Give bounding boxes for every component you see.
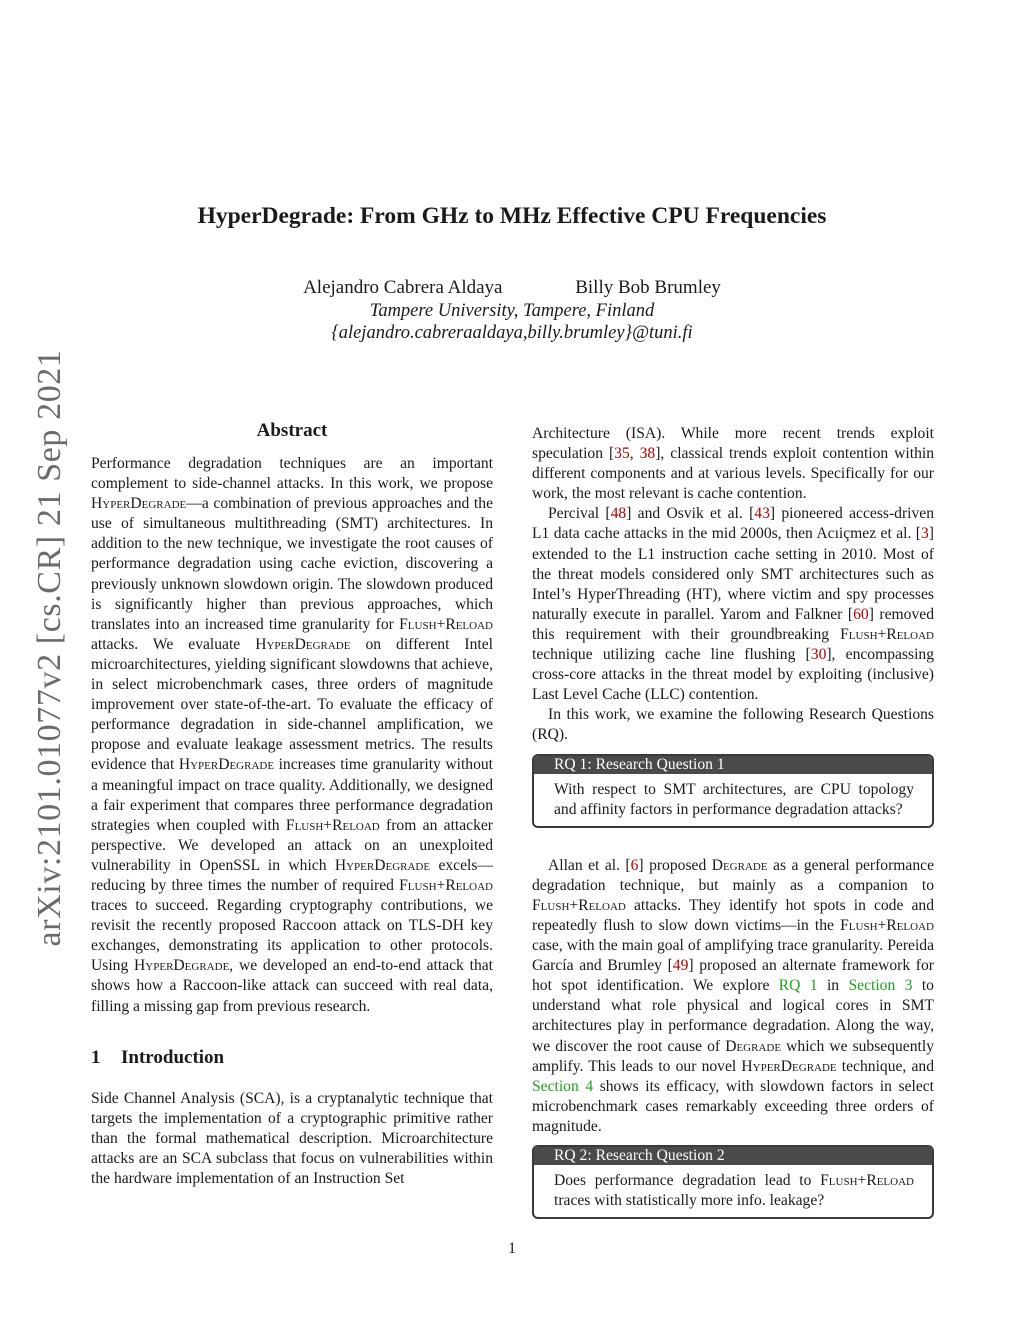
section-title: Introduction bbox=[121, 1046, 225, 1068]
text-segment: Does performance degradation lead to bbox=[554, 1172, 821, 1189]
text-segment: as a general performance degradation technique, but mainly as a companion to bbox=[532, 856, 934, 894]
paper-title: HyperDegrade: From GHz to MHz Effective CPU Frequencies bbox=[197, 203, 827, 229]
body-paragraph: In this work, we examine the following Research Questions (RQ). bbox=[532, 706, 934, 744]
text-segment: ] removed this requirement with their groundbreaking bbox=[532, 605, 934, 643]
author-name: Alejandro Cabrera Aldaya bbox=[303, 277, 503, 298]
technique-name: Degrade bbox=[711, 856, 768, 874]
technique-name: HyperDegrade bbox=[91, 495, 187, 513]
citation-link[interactable]: 60 bbox=[853, 605, 869, 623]
text-segment: attacks. They identify hot spots in code and repeatedly flush to slow down victims—in the bbox=[532, 896, 934, 934]
section-heading-introduction bbox=[91, 1047, 493, 1069]
author-name: Billy Bob Brumley bbox=[575, 277, 721, 298]
body-paragraph bbox=[532, 424, 934, 504]
abstract-heading: Abstract bbox=[256, 420, 328, 441]
body-paragraph bbox=[532, 856, 934, 1137]
text-segment: ] pioneered access-driven L1 data cache attacks in the mid 2000s, then Acıiçmez et al. [ bbox=[532, 505, 934, 543]
citation-link[interactable]: 49 bbox=[672, 957, 689, 975]
research-question-box bbox=[532, 1145, 934, 1219]
abstract-text-segment: —a combination of previous approaches and the use of simultaneous multithreading (SMT) architectures. In addition to the new technique, we investigate the root causes of performance degradation using cache eviction, discovering a previously unknown slowdown origin. The slowdown produced is significantly higher than previous approaches, which translates into an increased time granularity for bbox=[91, 495, 493, 633]
rq-body: With respect to SMT architectures, are CPU topology and affinity factors in performance degradation attacks? bbox=[554, 780, 914, 818]
arxiv-identifier: arXiv:2101.01077v2 [cs.CR] 21 Sep 2021 bbox=[31, 349, 68, 947]
abstract-text-segment: Performance degradation techniques are an important complement to side-channel attacks. In this work, we propose bbox=[91, 455, 493, 493]
text-segment: case, with the main goal of amplifying trace granularity. Pereida García and Brumley [ bbox=[532, 937, 934, 975]
abstract-text-segment: traces to succeed. Regarding cryptography contributions, we revisit the recently proposed Raccoon attack on TLS-DH key exchanges, demonstrating its application to other protocols. Using bbox=[91, 897, 493, 975]
rq-header: RQ 2: Research Question 2 bbox=[534, 1147, 932, 1165]
introduction-paragraph: Side Channel Analysis (SCA), is a cryptanalytic technique that targets the implementation of a cryptographic primitive rather than the formal mathematical description. Microarchitecture attacks are an SCA subclass that focus on vulnerabilities within the hardware implementation of an Instruction Set bbox=[91, 1089, 493, 1187]
author-emails: {alejandro.cabreraaldaya,billy.brumley}@tuni.fi bbox=[331, 323, 693, 343]
text-segment: Allan et al. [ bbox=[548, 856, 631, 874]
text-segment: ] extended to the L1 instruction cache setting in 2010. Most of the threat models considered only SMT architectures such as Intel’s HyperThreading (HT), where victim and spy processes naturally execute in parallel. Yarom and Falkner [ bbox=[532, 525, 934, 623]
text-segment: Architecture (ISA). While more recent trends exploit speculation [ bbox=[532, 425, 934, 463]
left-column bbox=[91, 420, 493, 1189]
technique-name: HyperDegrade bbox=[255, 635, 351, 653]
abstract-text-segment: on different Intel microarchitectures, yielding significant slowdowns that achieve, in select microbenchmark cases, three orders of magnitude improvement over state-of-the-art. To evaluate the efficacy of performance degradation in side-channel amplification, we propose and evaluate leakage assessment metrics. The results evidence that bbox=[91, 635, 493, 774]
technique-name: HyperDegrade bbox=[741, 1057, 837, 1075]
section-cross-reference-link[interactable]: Section 3 bbox=[848, 977, 913, 995]
text-segment: shows its efficacy, with slowdown factors in select microbenchmark cases remarkably exceeding three orders of magnitude. bbox=[532, 1077, 934, 1135]
citation-link[interactable]: 35 bbox=[614, 445, 630, 463]
technique-name: HyperDegrade bbox=[134, 957, 230, 975]
page-number: 1 bbox=[508, 1240, 516, 1257]
text-segment: ], classical trends exploit contention within different components and at various levels. Specifically for our work, the most relevant is cache contention. bbox=[532, 445, 935, 503]
body-paragraph bbox=[532, 504, 934, 705]
text-segment: traces with statistically more info. leakage? bbox=[554, 1192, 825, 1210]
rq-header: RQ 1: Research Question 1 bbox=[534, 756, 932, 774]
abstract-text-segment: from an attacker perspective. We developed an attack on an unexploited vulnerability in OpenSSL in which bbox=[91, 816, 493, 874]
technique-name: Degrade bbox=[725, 1037, 782, 1055]
rq-cross-reference-link[interactable]: RQ 1 bbox=[778, 977, 818, 995]
abstract-text-segment: increases time granularity without a meaningful impact on trace quality. Additionally, we designed a fair experiment that compares three performance degradation strategies when coupled with bbox=[91, 756, 494, 834]
text-segment: technique, and bbox=[836, 1057, 934, 1075]
technique-name: Flush+Reload bbox=[399, 876, 493, 894]
author-list bbox=[0, 277, 1024, 299]
citation-link[interactable]: 3 bbox=[921, 525, 929, 543]
abstract-text-segment: attacks. We evaluate bbox=[91, 635, 256, 653]
technique-name: HyperDegrade bbox=[334, 856, 431, 874]
section-cross-reference-link[interactable]: Section 4 bbox=[532, 1077, 594, 1095]
technique-name: Flush+Reload bbox=[840, 625, 934, 643]
abstract-text-segment: , we developed an end-to-end attack that shows how a Raccoon-like attack can succeed with real data, filling a missing gap from previous research. bbox=[91, 957, 493, 1015]
citation-link[interactable]: 38 bbox=[639, 445, 656, 463]
text-segment: to understand what role physical and logical cores in SMT architectures play in performance degradation. Along the way, we discover the root cause of bbox=[532, 977, 934, 1055]
citation-link[interactable]: 48 bbox=[610, 505, 627, 523]
text-segment: , bbox=[629, 445, 640, 463]
section-number: 1 bbox=[91, 1046, 101, 1068]
text-segment: in bbox=[817, 977, 849, 995]
text-segment: ], encompassing cross-core attacks in the threat model by exploiting (inclusive) Last Level Cache (LLC) contention. bbox=[532, 646, 934, 704]
affiliation: Tampere University, Tampere, Finland bbox=[369, 301, 655, 321]
citation-link[interactable]: 43 bbox=[754, 505, 770, 523]
text-segment: which we subsequently amplify. This leads to our novel bbox=[532, 1037, 934, 1075]
technique-name: Flush+Reload bbox=[840, 916, 934, 934]
text-segment: technique utilizing cache line flushing [ bbox=[532, 646, 811, 664]
technique-name: Flush+Reload bbox=[399, 615, 493, 633]
abstract-text-segment: excels—reducing by three times the number of required bbox=[91, 856, 493, 894]
text-segment: ] proposed an alternate framework for hot spot identification. We explore bbox=[532, 957, 934, 995]
text-segment: ] proposed bbox=[638, 856, 712, 874]
text-segment: ] and Osvik et al. [ bbox=[626, 505, 755, 523]
right-column bbox=[532, 424, 934, 1235]
research-question-box bbox=[532, 754, 934, 828]
technique-name: Flush+Reload bbox=[285, 816, 380, 834]
citation-link[interactable]: 6 bbox=[630, 856, 639, 874]
technique-name: HyperDegrade bbox=[178, 756, 275, 774]
text-segment: Percival [ bbox=[548, 505, 611, 523]
citation-link[interactable]: 30 bbox=[810, 646, 827, 664]
rq-body bbox=[534, 1165, 932, 1217]
technique-name: Flush+Reload bbox=[820, 1172, 914, 1189]
abstract-text bbox=[91, 454, 493, 1017]
technique-name: Flush+Reload bbox=[532, 896, 626, 914]
